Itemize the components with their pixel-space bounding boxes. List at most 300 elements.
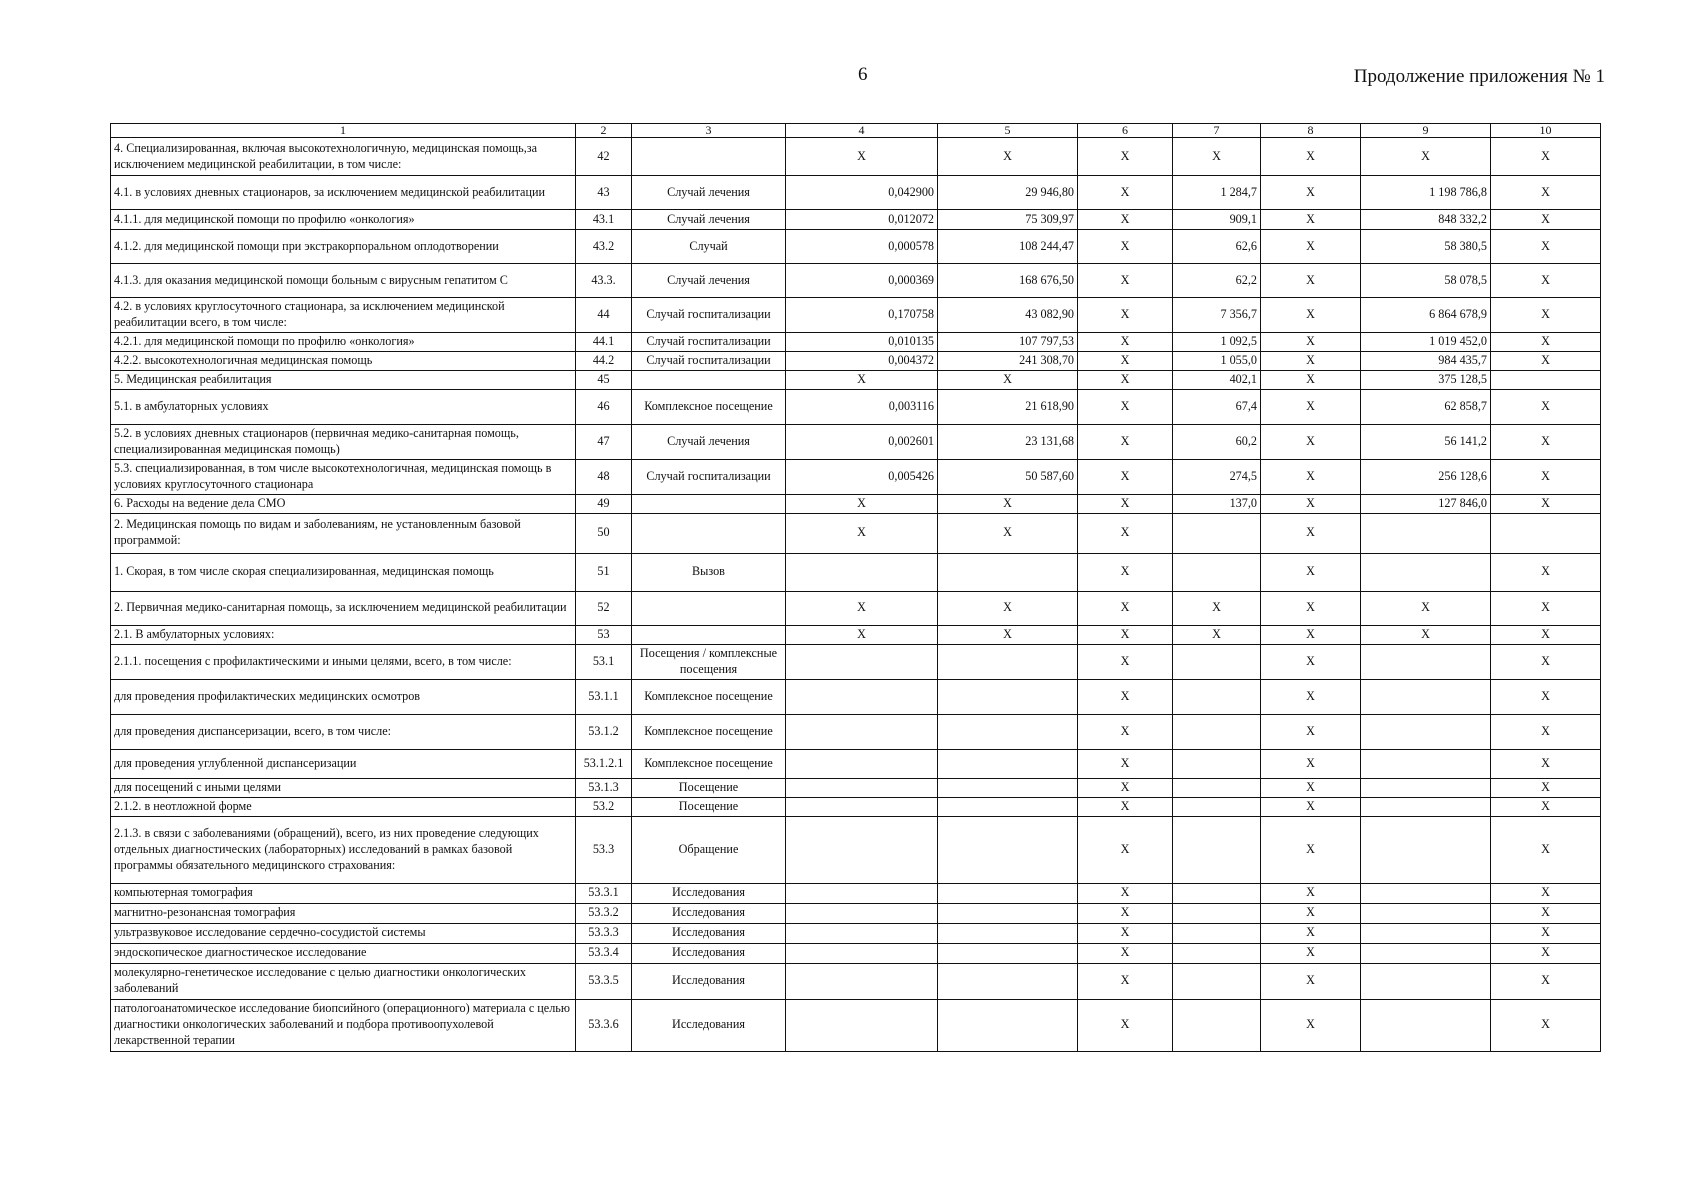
value-col-10: X xyxy=(1491,644,1601,679)
table-row xyxy=(111,370,1601,389)
column-number: 9 xyxy=(1361,124,1491,138)
value-col-5 xyxy=(938,644,1078,679)
data-table xyxy=(110,123,1601,1052)
row-label: для проведения диспансеризации, всего, в том числе: xyxy=(111,714,576,749)
value-col-5 xyxy=(938,943,1078,963)
value-col-5 xyxy=(938,923,1078,943)
value-col-6: X xyxy=(1078,644,1173,679)
value-col-4: 0,000578 xyxy=(786,230,938,264)
row-label: 5.1. в амбулаторных условиях xyxy=(111,389,576,424)
value-col-4 xyxy=(786,999,938,1051)
value-col-9 xyxy=(1361,513,1491,553)
table-row xyxy=(111,351,1601,370)
value-col-6: X xyxy=(1078,332,1173,351)
row-label: 2.1.2. в неотложной форме xyxy=(111,797,576,816)
value-col-7 xyxy=(1173,513,1261,553)
value-col-4 xyxy=(786,778,938,797)
row-code: 42 xyxy=(576,138,632,176)
value-col-5: 108 244,47 xyxy=(938,230,1078,264)
table-row xyxy=(111,943,1601,963)
value-col-5 xyxy=(938,903,1078,923)
row-label: компьютерная томография xyxy=(111,883,576,903)
value-col-6: X xyxy=(1078,714,1173,749)
value-col-7: 909,1 xyxy=(1173,210,1261,230)
value-col-4 xyxy=(786,816,938,883)
table-row xyxy=(111,553,1601,591)
unit: Комплексное посещение xyxy=(632,389,786,424)
value-col-6: X xyxy=(1078,903,1173,923)
value-col-8: X xyxy=(1261,883,1361,903)
unit: Исследования xyxy=(632,903,786,923)
unit xyxy=(632,370,786,389)
row-code: 45 xyxy=(576,370,632,389)
row-label: 4.2.1. для медицинской помощи по профилю «онкология» xyxy=(111,332,576,351)
value-col-8: X xyxy=(1261,332,1361,351)
row-label: 4. Специализированная, включая высокотехнологичную, медицинская помощь,за исключением медицинской реабилитации, в том числе: xyxy=(111,138,576,176)
value-col-6: X xyxy=(1078,778,1173,797)
row-label: 4.1.3. для оказания медицинской помощи больным с вирусным гепатитом С xyxy=(111,264,576,298)
value-col-6: X xyxy=(1078,553,1173,591)
value-col-7 xyxy=(1173,749,1261,778)
value-col-5: 43 082,90 xyxy=(938,298,1078,333)
value-col-6: X xyxy=(1078,923,1173,943)
value-col-9: 1 198 786,8 xyxy=(1361,176,1491,210)
row-label: эндоскопическое диагностическое исследование xyxy=(111,943,576,963)
row-code: 44.2 xyxy=(576,351,632,370)
value-col-8: X xyxy=(1261,714,1361,749)
table-row xyxy=(111,625,1601,644)
value-col-7 xyxy=(1173,903,1261,923)
unit: Исследования xyxy=(632,883,786,903)
table-row xyxy=(111,332,1601,351)
unit: Обращение xyxy=(632,816,786,883)
value-col-9 xyxy=(1361,883,1491,903)
value-col-8: X xyxy=(1261,351,1361,370)
value-col-9: 1 019 452,0 xyxy=(1361,332,1491,351)
row-code: 43 xyxy=(576,176,632,210)
value-col-7 xyxy=(1173,999,1261,1051)
value-col-7: 7 356,7 xyxy=(1173,298,1261,333)
value-col-4 xyxy=(786,903,938,923)
value-col-4: 0,005426 xyxy=(786,459,938,494)
value-col-9: X xyxy=(1361,625,1491,644)
value-col-10 xyxy=(1491,370,1601,389)
value-col-10: X xyxy=(1491,424,1601,459)
value-col-8: X xyxy=(1261,591,1361,625)
value-col-10: X xyxy=(1491,298,1601,333)
row-code: 43.2 xyxy=(576,230,632,264)
value-col-10: X xyxy=(1491,923,1601,943)
value-col-7 xyxy=(1173,943,1261,963)
value-col-8: X xyxy=(1261,513,1361,553)
value-col-10: X xyxy=(1491,943,1601,963)
value-col-5: 21 618,90 xyxy=(938,389,1078,424)
value-col-4 xyxy=(786,943,938,963)
value-col-9 xyxy=(1361,943,1491,963)
value-col-9 xyxy=(1361,749,1491,778)
value-col-9: 375 128,5 xyxy=(1361,370,1491,389)
table-row xyxy=(111,138,1601,176)
column-number: 7 xyxy=(1173,124,1261,138)
value-col-9: X xyxy=(1361,591,1491,625)
value-col-10: X xyxy=(1491,679,1601,714)
value-col-8: X xyxy=(1261,176,1361,210)
value-col-5: X xyxy=(938,494,1078,513)
table-row xyxy=(111,513,1601,553)
unit: Случай xyxy=(632,230,786,264)
row-code: 43.1 xyxy=(576,210,632,230)
value-col-10: X xyxy=(1491,494,1601,513)
unit: Исследования xyxy=(632,943,786,963)
value-col-8: X xyxy=(1261,923,1361,943)
value-col-5: 75 309,97 xyxy=(938,210,1078,230)
row-code: 53.1.3 xyxy=(576,778,632,797)
value-col-10: X xyxy=(1491,797,1601,816)
value-col-9 xyxy=(1361,963,1491,999)
unit: Случай лечения xyxy=(632,210,786,230)
row-code: 53.3.3 xyxy=(576,923,632,943)
row-label: 2. Медицинская помощь по видам и заболеваниям, не установленным базовой программой: xyxy=(111,513,576,553)
row-code: 48 xyxy=(576,459,632,494)
column-number: 8 xyxy=(1261,124,1361,138)
row-code: 43.3. xyxy=(576,264,632,298)
row-label: 4.2. в условиях круглосуточного стационара, за исключением медицинской реабилитации всего, в том числе: xyxy=(111,298,576,333)
unit: Случай лечения xyxy=(632,424,786,459)
table-row xyxy=(111,298,1601,333)
column-number: 3 xyxy=(632,124,786,138)
value-col-4 xyxy=(786,679,938,714)
value-col-4: 0,000369 xyxy=(786,264,938,298)
value-col-8: X xyxy=(1261,644,1361,679)
value-col-6: X xyxy=(1078,389,1173,424)
value-col-7 xyxy=(1173,679,1261,714)
column-number: 6 xyxy=(1078,124,1173,138)
value-col-7: 1 284,7 xyxy=(1173,176,1261,210)
value-col-8: X xyxy=(1261,963,1361,999)
value-col-6: X xyxy=(1078,264,1173,298)
value-col-6: X xyxy=(1078,943,1173,963)
page-number: 6 xyxy=(858,64,868,85)
value-col-10: X xyxy=(1491,778,1601,797)
value-col-8: X xyxy=(1261,459,1361,494)
unit xyxy=(632,513,786,553)
row-label: 4.2.2. высокотехнологичная медицинская помощь xyxy=(111,351,576,370)
row-label: 5.3. специализированная, в том числе высокотехнологичная, медицинская помощь в условиях круглосуточного стационара xyxy=(111,459,576,494)
value-col-8: X xyxy=(1261,298,1361,333)
value-col-10: X xyxy=(1491,591,1601,625)
value-col-5: X xyxy=(938,138,1078,176)
unit: Случай лечения xyxy=(632,264,786,298)
value-col-4 xyxy=(786,644,938,679)
row-code: 46 xyxy=(576,389,632,424)
row-label: для проведения профилактических медицинских осмотров xyxy=(111,679,576,714)
value-col-10: X xyxy=(1491,459,1601,494)
table-row xyxy=(111,424,1601,459)
table-row xyxy=(111,459,1601,494)
value-col-8: X xyxy=(1261,797,1361,816)
value-col-7: 67,4 xyxy=(1173,389,1261,424)
row-code: 53.3.6 xyxy=(576,999,632,1051)
row-code: 49 xyxy=(576,494,632,513)
unit: Исследования xyxy=(632,923,786,943)
value-col-6: X xyxy=(1078,679,1173,714)
table-row xyxy=(111,903,1601,923)
value-col-7: 402,1 xyxy=(1173,370,1261,389)
value-col-4: X xyxy=(786,513,938,553)
row-label: для проведения углубленной диспансеризации xyxy=(111,749,576,778)
row-label: магнитно-резонансная томография xyxy=(111,903,576,923)
table-row xyxy=(111,230,1601,264)
value-col-6: X xyxy=(1078,370,1173,389)
value-col-10: X xyxy=(1491,883,1601,903)
value-col-7 xyxy=(1173,797,1261,816)
value-col-9 xyxy=(1361,797,1491,816)
value-col-7: X xyxy=(1173,591,1261,625)
table-row xyxy=(111,883,1601,903)
value-col-7: 62,2 xyxy=(1173,264,1261,298)
unit xyxy=(632,138,786,176)
value-col-5 xyxy=(938,816,1078,883)
value-col-5 xyxy=(938,797,1078,816)
value-col-4: 0,002601 xyxy=(786,424,938,459)
value-col-7: 274,5 xyxy=(1173,459,1261,494)
value-col-6: X xyxy=(1078,883,1173,903)
value-col-7 xyxy=(1173,644,1261,679)
value-col-9: 58 078,5 xyxy=(1361,264,1491,298)
value-col-9: 56 141,2 xyxy=(1361,424,1491,459)
value-col-5: X xyxy=(938,370,1078,389)
value-col-7: 1 092,5 xyxy=(1173,332,1261,351)
value-col-4: X xyxy=(786,591,938,625)
table-row xyxy=(111,816,1601,883)
value-col-5: X xyxy=(938,513,1078,553)
value-col-8: X xyxy=(1261,625,1361,644)
value-col-4 xyxy=(786,963,938,999)
table-row xyxy=(111,778,1601,797)
table-row xyxy=(111,264,1601,298)
column-number-row xyxy=(111,124,1601,138)
value-col-8: X xyxy=(1261,264,1361,298)
value-col-7 xyxy=(1173,778,1261,797)
value-col-8: X xyxy=(1261,553,1361,591)
value-col-9 xyxy=(1361,644,1491,679)
value-col-8: X xyxy=(1261,778,1361,797)
value-col-8: X xyxy=(1261,679,1361,714)
unit: Комплексное посещение xyxy=(632,749,786,778)
row-label: 2.1.1. посещения с профилактическими и иными целями, всего, в том числе: xyxy=(111,644,576,679)
value-col-10: X xyxy=(1491,230,1601,264)
row-label: 1. Скорая, в том числе скорая специализированная, медицинская помощь xyxy=(111,553,576,591)
value-col-9: 848 332,2 xyxy=(1361,210,1491,230)
value-col-7: 60,2 xyxy=(1173,424,1261,459)
row-label: 5. Медицинская реабилитация xyxy=(111,370,576,389)
row-code: 53.3.2 xyxy=(576,903,632,923)
value-col-9 xyxy=(1361,553,1491,591)
value-col-6: X xyxy=(1078,351,1173,370)
value-col-10: X xyxy=(1491,210,1601,230)
row-label: 4.1.2. для медицинской помощи при экстракорпоральном оплодотворении xyxy=(111,230,576,264)
value-col-4: X xyxy=(786,494,938,513)
value-col-7 xyxy=(1173,816,1261,883)
value-col-6: X xyxy=(1078,230,1173,264)
value-col-8: X xyxy=(1261,494,1361,513)
table-row xyxy=(111,389,1601,424)
value-col-5: X xyxy=(938,591,1078,625)
column-number: 1 xyxy=(111,124,576,138)
table-row xyxy=(111,714,1601,749)
value-col-8: X xyxy=(1261,210,1361,230)
row-code: 53.3 xyxy=(576,816,632,883)
unit: Посещение xyxy=(632,797,786,816)
unit: Случай госпитализации xyxy=(632,459,786,494)
value-col-4: 0,004372 xyxy=(786,351,938,370)
row-code: 53.2 xyxy=(576,797,632,816)
column-number: 10 xyxy=(1491,124,1601,138)
unit: Комплексное посещение xyxy=(632,714,786,749)
value-col-8: X xyxy=(1261,389,1361,424)
row-code: 44.1 xyxy=(576,332,632,351)
row-code: 44 xyxy=(576,298,632,333)
value-col-9: X xyxy=(1361,138,1491,176)
value-col-7: X xyxy=(1173,625,1261,644)
value-col-6: X xyxy=(1078,424,1173,459)
value-col-4: 0,170758 xyxy=(786,298,938,333)
value-col-4 xyxy=(786,714,938,749)
row-label: молекулярно-генетическое исследование с целью диагностики онкологических заболеваний xyxy=(111,963,576,999)
value-col-6: X xyxy=(1078,963,1173,999)
row-label: 2.1.3. в связи с заболеваниями (обращений), всего, из них проведение следующих отдельных диагностических (лабораторных) исследований в рамках базовой программы обязательного медицинского страхования: xyxy=(111,816,576,883)
row-code: 53.1.2.1 xyxy=(576,749,632,778)
value-col-8: X xyxy=(1261,370,1361,389)
column-number: 4 xyxy=(786,124,938,138)
value-col-10: X xyxy=(1491,351,1601,370)
row-code: 53 xyxy=(576,625,632,644)
value-col-4: X xyxy=(786,625,938,644)
appendix-label: Продолжение приложения № 1 xyxy=(1353,66,1605,87)
unit xyxy=(632,494,786,513)
value-col-6: X xyxy=(1078,298,1173,333)
value-col-10: X xyxy=(1491,176,1601,210)
table-row xyxy=(111,797,1601,816)
value-col-6: X xyxy=(1078,797,1173,816)
value-col-10: X xyxy=(1491,389,1601,424)
row-label: патологоанатомическое исследование биопсийного (операционного) материала с целью диагностики онкологических заболеваний и подбора противоопухолевой лекарственной терапии xyxy=(111,999,576,1051)
value-col-8: X xyxy=(1261,230,1361,264)
value-col-9 xyxy=(1361,923,1491,943)
column-number: 5 xyxy=(938,124,1078,138)
value-col-8: X xyxy=(1261,749,1361,778)
value-col-4: X xyxy=(786,138,938,176)
unit: Случай госпитализации xyxy=(632,298,786,333)
table-row xyxy=(111,644,1601,679)
table-row xyxy=(111,591,1601,625)
unit: Исследования xyxy=(632,999,786,1051)
value-col-10: X xyxy=(1491,903,1601,923)
value-col-7: X xyxy=(1173,138,1261,176)
value-col-5 xyxy=(938,714,1078,749)
value-col-5 xyxy=(938,778,1078,797)
value-col-10 xyxy=(1491,513,1601,553)
value-col-10: X xyxy=(1491,138,1601,176)
value-col-5: 107 797,53 xyxy=(938,332,1078,351)
value-col-10: X xyxy=(1491,999,1601,1051)
value-col-7 xyxy=(1173,963,1261,999)
table-row xyxy=(111,210,1601,230)
value-col-9 xyxy=(1361,714,1491,749)
row-code: 53.1 xyxy=(576,644,632,679)
value-col-4: 0,012072 xyxy=(786,210,938,230)
value-col-4: 0,042900 xyxy=(786,176,938,210)
unit xyxy=(632,591,786,625)
value-col-6: X xyxy=(1078,625,1173,644)
value-col-9 xyxy=(1361,816,1491,883)
value-col-6: X xyxy=(1078,138,1173,176)
value-col-5 xyxy=(938,679,1078,714)
value-col-4 xyxy=(786,749,938,778)
value-col-4 xyxy=(786,923,938,943)
value-col-9 xyxy=(1361,903,1491,923)
value-col-5 xyxy=(938,749,1078,778)
row-code: 53.3.5 xyxy=(576,963,632,999)
value-col-9 xyxy=(1361,778,1491,797)
unit: Посещения / комплексные посещения xyxy=(632,644,786,679)
value-col-6: X xyxy=(1078,176,1173,210)
table-row xyxy=(111,749,1601,778)
value-col-10: X xyxy=(1491,816,1601,883)
value-col-4 xyxy=(786,553,938,591)
value-col-8: X xyxy=(1261,943,1361,963)
row-label: 2. Первичная медико-санитарная помощь, за исключением медицинской реабилитации xyxy=(111,591,576,625)
value-col-6: X xyxy=(1078,513,1173,553)
value-col-9: 256 128,6 xyxy=(1361,459,1491,494)
value-col-10: X xyxy=(1491,553,1601,591)
value-col-5: 168 676,50 xyxy=(938,264,1078,298)
unit xyxy=(632,625,786,644)
value-col-10: X xyxy=(1491,714,1601,749)
row-label: 4.1. в условиях дневных стационаров, за исключением медицинской реабилитации xyxy=(111,176,576,210)
row-label: 2.1. В амбулаторных условиях: xyxy=(111,625,576,644)
value-col-7 xyxy=(1173,883,1261,903)
value-col-6: X xyxy=(1078,749,1173,778)
column-number: 2 xyxy=(576,124,632,138)
value-col-6: X xyxy=(1078,210,1173,230)
value-col-4: 0,003116 xyxy=(786,389,938,424)
value-col-8: X xyxy=(1261,138,1361,176)
value-col-5: 23 131,68 xyxy=(938,424,1078,459)
value-col-4: X xyxy=(786,370,938,389)
table-row xyxy=(111,963,1601,999)
table-row xyxy=(111,176,1601,210)
value-col-7: 62,6 xyxy=(1173,230,1261,264)
value-col-5 xyxy=(938,553,1078,591)
value-col-10: X xyxy=(1491,332,1601,351)
value-col-6: X xyxy=(1078,494,1173,513)
value-col-9: 58 380,5 xyxy=(1361,230,1491,264)
value-col-7: 1 055,0 xyxy=(1173,351,1261,370)
row-code: 53.3.4 xyxy=(576,943,632,963)
unit: Случай госпитализации xyxy=(632,351,786,370)
value-col-9: 62 858,7 xyxy=(1361,389,1491,424)
value-col-4: 0,010135 xyxy=(786,332,938,351)
value-col-6: X xyxy=(1078,816,1173,883)
row-code: 50 xyxy=(576,513,632,553)
value-col-7 xyxy=(1173,923,1261,943)
row-code: 53.1.1 xyxy=(576,679,632,714)
value-col-5 xyxy=(938,883,1078,903)
value-col-6: X xyxy=(1078,459,1173,494)
row-code: 52 xyxy=(576,591,632,625)
value-col-9: 6 864 678,9 xyxy=(1361,298,1491,333)
